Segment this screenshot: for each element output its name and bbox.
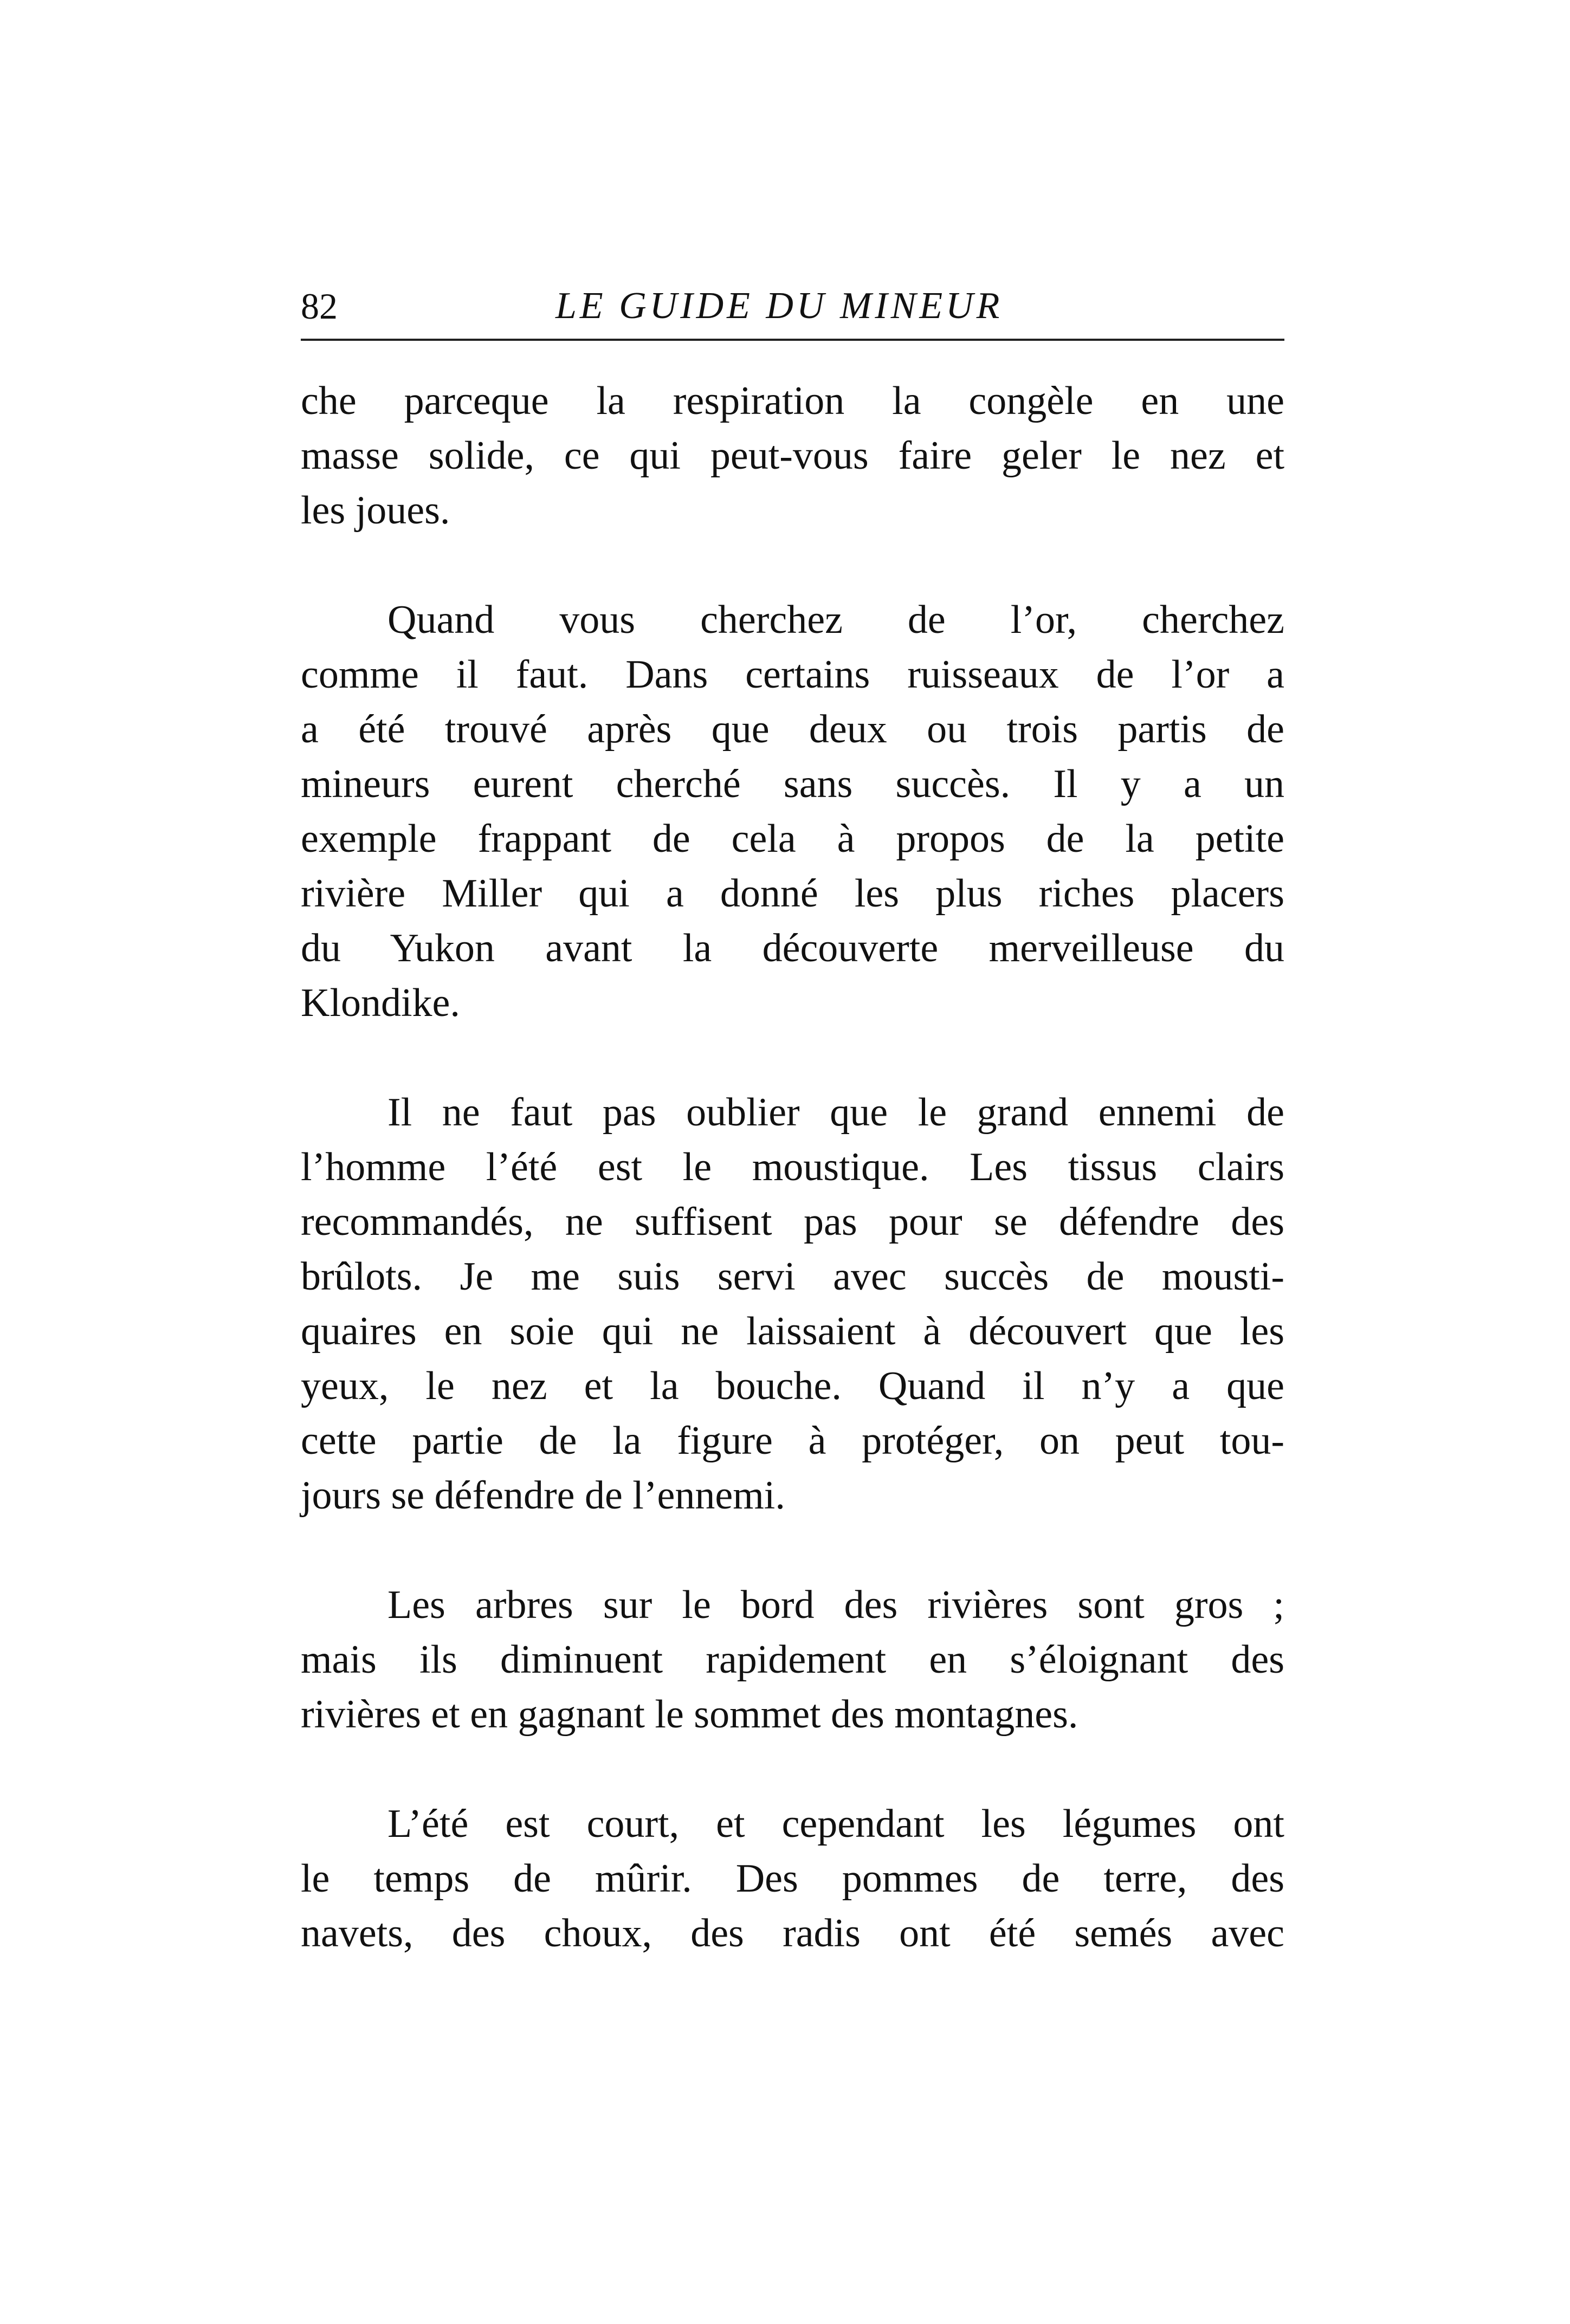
text-line: mineurs eurent cherché sans succès. Il y a un — [301, 762, 1284, 806]
text-line: brûlots. Je me suis servi avec succès de mousti- — [301, 1254, 1284, 1299]
paragraph — [301, 1578, 1284, 1742]
text-line: L’été est court, et cependant les légumes ont — [387, 1802, 1284, 1846]
paragraph — [301, 1085, 1284, 1523]
text-line: Il ne faut pas oublier que le grand ennemi de — [387, 1090, 1284, 1135]
header-rule — [301, 339, 1284, 341]
text-line: exemple frappant de cela à propos de la petite — [301, 817, 1284, 861]
text-line: che parceque la respiration la congèle en une — [301, 379, 1284, 423]
text-line: Klondike. — [301, 981, 460, 1025]
text-line: yeux, le nez et la bouche. Quand il n’y a que — [301, 1364, 1284, 1408]
page-header — [301, 279, 1284, 339]
text-line: comme il faut. Dans certains ruisseaux de l’or a — [301, 652, 1284, 697]
body-text — [301, 374, 1284, 2016]
text-line: masse solide, ce qui peut-vous faire geler le nez et — [301, 433, 1284, 478]
text-line: l’homme l’été est le moustique. Les tissus clairs — [301, 1145, 1284, 1189]
paragraph — [301, 593, 1284, 1031]
text-line: navets, des choux, des radis ont été semés avec — [301, 1911, 1284, 1956]
text-line: Quand vous cherchez de l’or, cherchez — [387, 598, 1284, 642]
page-number: 82 — [301, 286, 338, 327]
text-line: recommandés, ne suffisent pas pour se défendre des — [301, 1200, 1284, 1244]
text-line: les joues. — [301, 488, 450, 533]
text-line: du Yukon avant la découverte merveilleuse du — [301, 926, 1284, 970]
text-line: rivières et en gagnant le sommet des montagnes. — [301, 1692, 1078, 1737]
text-line: cette partie de la figure à protéger, on peut tou- — [301, 1419, 1284, 1463]
text-line: Les arbres sur le bord des rivières sont gros ; — [387, 1583, 1284, 1627]
text-line: a été trouvé après que deux ou trois partis de — [301, 707, 1284, 752]
text-line: mais ils diminuent rapidement en s’éloignant des — [301, 1637, 1284, 1682]
running-title: LE GUIDE DU MINEUR — [555, 285, 1003, 327]
text-line: rivière Miller qui a donné les plus riches placers — [301, 871, 1284, 916]
text-line: le temps de mûrir. Des pommes de terre, des — [301, 1856, 1284, 1901]
text-line: jours se défendre de l’ennemi. — [301, 1473, 785, 1518]
text-line: quaires en soie qui ne laissaient à découvert que les — [301, 1309, 1284, 1354]
paragraph — [301, 374, 1284, 538]
paragraph — [301, 1797, 1284, 1961]
